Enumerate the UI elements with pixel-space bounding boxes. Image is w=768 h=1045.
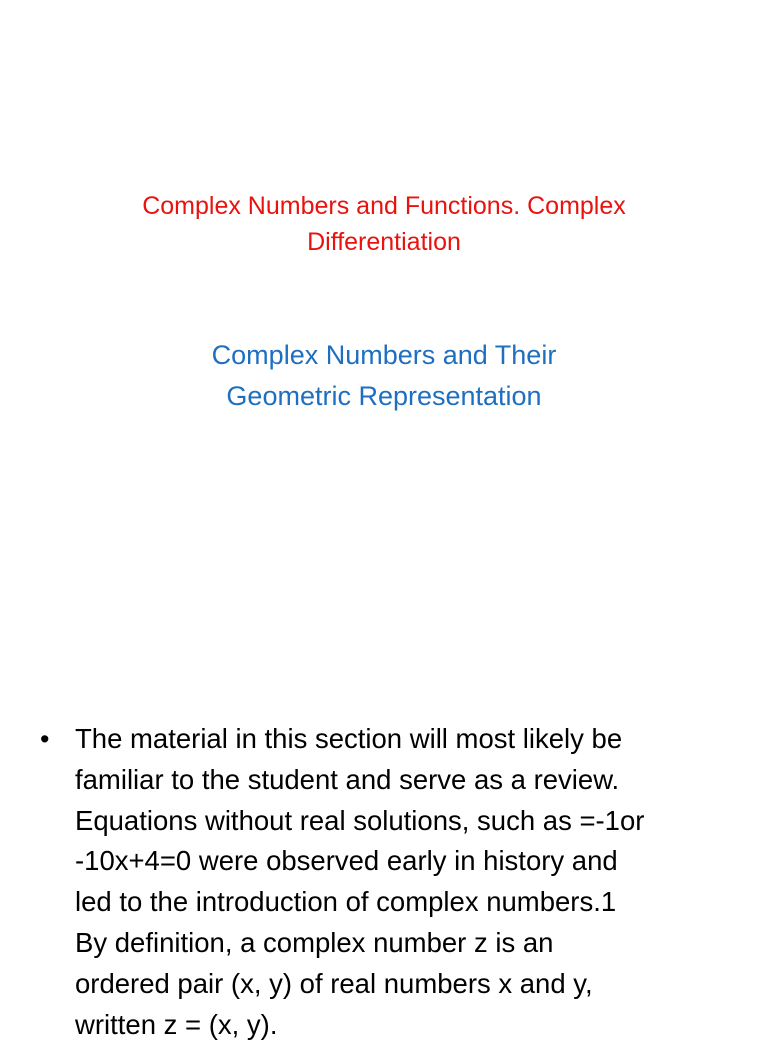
bullet-line-3: Equations without real solutions, such as =-1or	[75, 804, 645, 836]
bullet-text	[75, 719, 740, 1045]
bullet-line-1: The material in this section will most likely be	[75, 723, 623, 754]
bullet-line-6: By definition, a complex number z is an	[75, 926, 554, 958]
slide-title-line-1: Complex Numbers and Functions. Complex	[142, 192, 626, 220]
slide-subtitle-line-1: Complex Numbers and Their	[211, 340, 557, 370]
slide-subtitle-line-2: Geometric Representation	[226, 381, 542, 411]
bullet-line-5: led to the introduction of complex numbers.1	[75, 886, 617, 918]
slide-title-line-2: Differentiation	[307, 228, 461, 256]
bullet-line-7: ordered pair (x, y) of real numbers x and y,	[75, 967, 593, 999]
slide-title	[84, 188, 684, 260]
slide-subtitle	[84, 335, 684, 417]
bullet-line-2: familiar to the student and serve as a review.	[75, 763, 620, 795]
bullet-line-4: -10x+4=0 were observed early in history and	[75, 845, 618, 877]
bullet-line-8: written z = (x, y).	[75, 1008, 278, 1040]
bullet-dot-icon: •	[40, 724, 50, 754]
